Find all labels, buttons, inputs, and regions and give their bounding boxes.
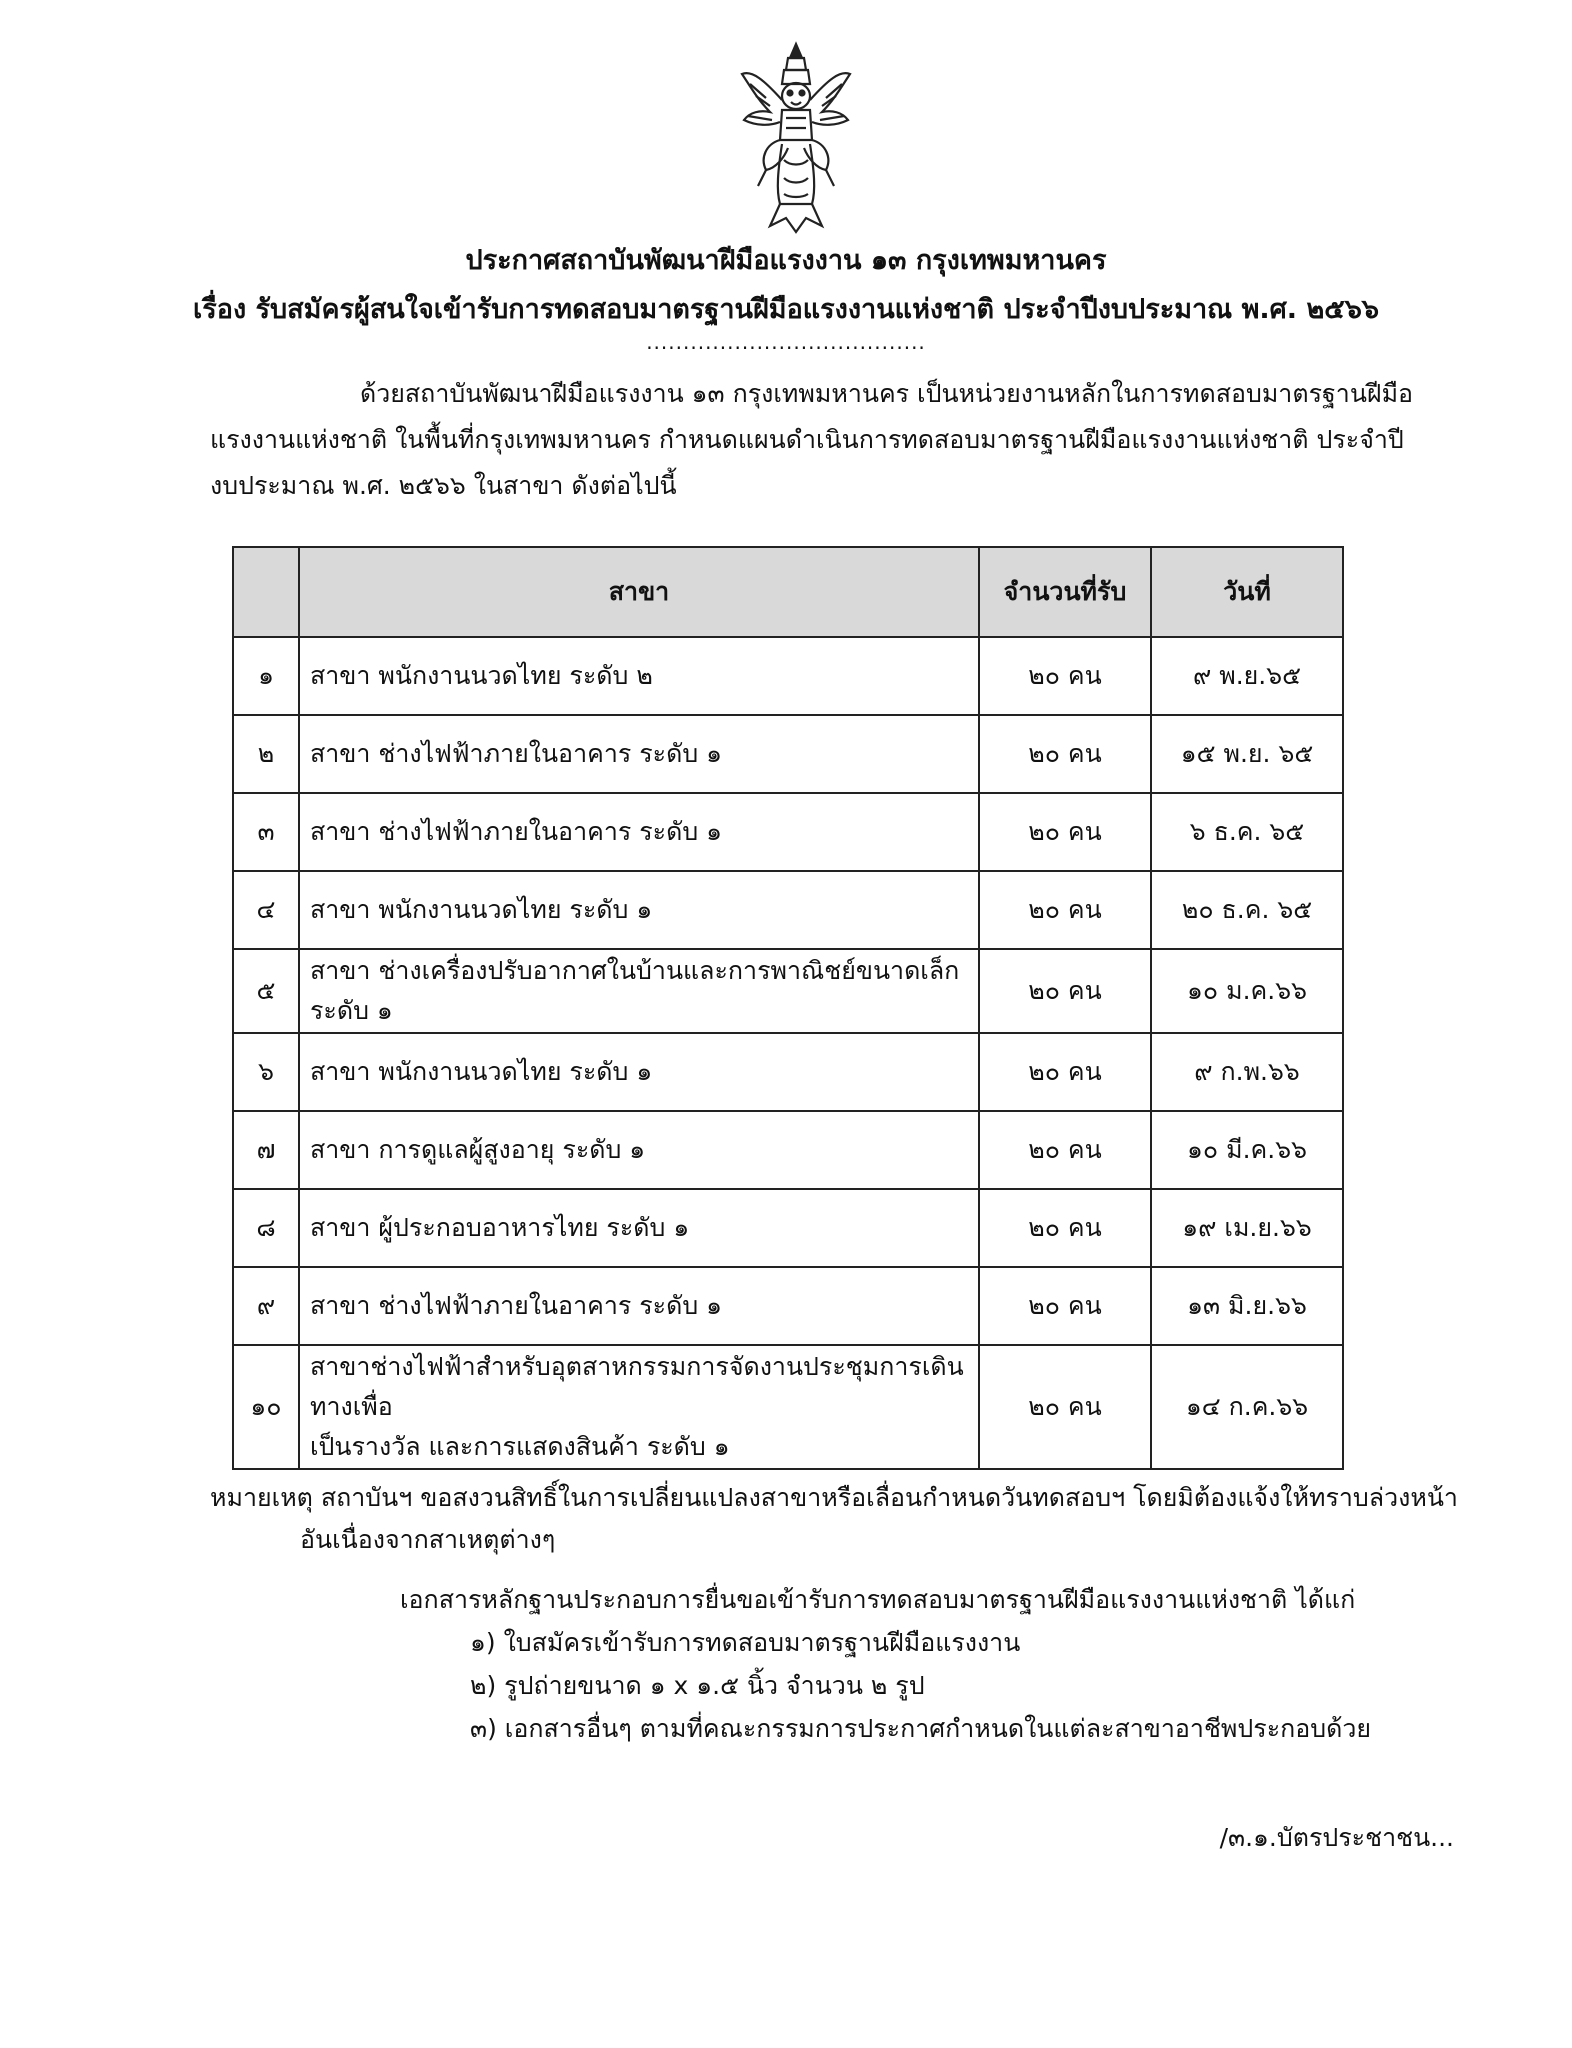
- row-branch: สาขา ผู้ประกอบอาหารไทย ระดับ ๑: [299, 1189, 979, 1267]
- row-branch-line-1: สาขาช่างไฟฟ้าสำหรับอุตสาหกรรมการจัดงานประชุมการเดินทางเพื่อ: [310, 1352, 964, 1421]
- row-branch: สาขา ช่างไฟฟ้าภายในอาคาร ระดับ ๑: [299, 1267, 979, 1345]
- row-date: ๑๐ มี.ค.๖๖: [1151, 1111, 1343, 1189]
- header-quota: จำนวนที่รับ: [979, 547, 1151, 637]
- page-continuation: /๓.๑.บัตรประชาชน...: [1219, 1823, 1454, 1852]
- table-row: [233, 871, 1343, 949]
- row-branch: [299, 1345, 979, 1469]
- row-date: ๑๕ พ.ย. ๖๕: [1151, 715, 1343, 793]
- row-number: ๙: [233, 1267, 299, 1345]
- row-quota: ๒๐ คน: [979, 637, 1151, 715]
- row-quota: ๒๐ คน: [979, 871, 1151, 949]
- row-branch: สาขา ช่างเครื่องปรับอากาศในบ้านและการพาณิชย์ขนาดเล็ก ระดับ ๑: [299, 949, 979, 1033]
- row-date: ๑๔ ก.ค.๖๖: [1151, 1345, 1343, 1469]
- intro-line-1: ด้วยสถาบันพัฒนาฝีมือแรงงาน ๑๓ กรุงเทพมหานคร เป็นหน่วยงานหลักในการทดสอบมาตรฐานฝีมือ: [360, 379, 1414, 408]
- remark-line-1: หมายเหตุ สถาบันฯ ขอสงวนสิทธิ์ในการเปลี่ยนแปลงสาขาหรือเลื่อนกำหนดวันทดสอบฯ โดยมิต้องแจ้งให้ทราบล่วงหน้า: [210, 1483, 1458, 1512]
- row-number: ๘: [233, 1189, 299, 1267]
- row-number: ๒: [233, 715, 299, 793]
- garuda-emblem-icon: [736, 40, 856, 240]
- document-item-2: ๒) รูปถ่ายขนาด ๑ x ๑.๕ นิ้ว จำนวน ๒ รูป: [470, 1671, 925, 1700]
- row-date: ๙ พ.ย.๖๕: [1151, 637, 1343, 715]
- row-date: ๙ ก.พ.๖๖: [1151, 1033, 1343, 1111]
- row-branch: สาขา การดูแลผู้สูงอายุ ระดับ ๑: [299, 1111, 979, 1189]
- row-branch: สาขา พนักงานนวดไทย ระดับ ๒: [299, 637, 979, 715]
- row-date: ๖ ธ.ค. ๖๕: [1151, 793, 1343, 871]
- row-quota: ๒๐ คน: [979, 1111, 1151, 1189]
- header-num: [233, 547, 299, 637]
- row-quota: ๒๐ คน: [979, 1033, 1151, 1111]
- schedule-table: [232, 546, 1344, 1470]
- row-number: ๖: [233, 1033, 299, 1111]
- row-branch: สาขา พนักงานนวดไทย ระดับ ๑: [299, 871, 979, 949]
- row-branch: สาขา พนักงานนวดไทย ระดับ ๑: [299, 1033, 979, 1111]
- row-quota: ๒๐ คน: [979, 793, 1151, 871]
- row-quota: ๒๐ คน: [979, 1189, 1151, 1267]
- row-number: ๔: [233, 871, 299, 949]
- announcement-title: ประกาศสถาบันพัฒนาฝีมือแรงงาน ๑๓ กรุงเทพมหานคร: [465, 245, 1107, 276]
- remark-line-2: อันเนื่องจากสาเหตุต่างๆ: [300, 1525, 556, 1554]
- row-number: ๑: [233, 637, 299, 715]
- row-date: ๑๙ เม.ย.๖๖: [1151, 1189, 1343, 1267]
- row-number: ๑๐: [233, 1345, 299, 1469]
- table-row: [233, 1033, 1343, 1111]
- row-number: ๓: [233, 793, 299, 871]
- table-row: [233, 1345, 1343, 1469]
- document-item-3: ๓) เอกสารอื่นๆ ตามที่คณะกรรมการประกาศกำหนดในแต่ละสาขาอาชีพประกอบด้วย: [470, 1714, 1372, 1743]
- title-separator: ......................................: [646, 330, 926, 354]
- documents-intro: เอกสารหลักฐานประกอบการยื่นขอเข้ารับการทดสอบมาตรฐานฝีมือแรงงานแห่งชาติ ได้แก่: [400, 1585, 1356, 1614]
- row-branch: สาขา ช่างไฟฟ้าภายในอาคาร ระดับ ๑: [299, 793, 979, 871]
- header-date: วันที่: [1151, 547, 1343, 637]
- table-row: [233, 1111, 1343, 1189]
- table-row: [233, 715, 1343, 793]
- header-branch: สาขา: [299, 547, 979, 637]
- document-item-1: ๑) ใบสมัครเข้ารับการทดสอบมาตรฐานฝีมือแรงงาน: [470, 1628, 1021, 1657]
- row-quota: ๒๐ คน: [979, 949, 1151, 1033]
- row-number: ๗: [233, 1111, 299, 1189]
- row-date: ๒๐ ธ.ค. ๖๕: [1151, 871, 1343, 949]
- row-quota: ๒๐ คน: [979, 715, 1151, 793]
- table-row: [233, 1267, 1343, 1345]
- row-quota: ๒๐ คน: [979, 1345, 1151, 1469]
- table-row: [233, 1189, 1343, 1267]
- table-row: [233, 949, 1343, 1033]
- row-branch-line-2: เป็นรางวัล และการแสดงสินค้า ระดับ ๑: [310, 1432, 730, 1461]
- row-date: ๑๓ มิ.ย.๖๖: [1151, 1267, 1343, 1345]
- intro-line-2: แรงงานแห่งชาติ ในพื้นที่กรุงเทพมหานคร กำหนดแผนดำเนินการทดสอบมาตรฐานฝีมือแรงงานแห่งชาติ ประจำปี: [210, 425, 1404, 454]
- table-row: [233, 637, 1343, 715]
- table-header-row: [233, 547, 1343, 637]
- table-row: [233, 793, 1343, 871]
- row-branch: สาขา ช่างไฟฟ้าภายในอาคาร ระดับ ๑: [299, 715, 979, 793]
- intro-line-3: งบประมาณ พ.ศ. ๒๕๖๖ ในสาขา ดังต่อไปนี้: [210, 471, 677, 500]
- row-quota: ๒๐ คน: [979, 1267, 1151, 1345]
- announcement-subject: เรื่อง รับสมัครผู้สนใจเข้ารับการทดสอบมาตรฐานฝีมือแรงงานแห่งชาติ ประจำปีงบประมาณ พ.ศ. ๒๕๖๖: [193, 294, 1379, 325]
- row-number: ๕: [233, 949, 299, 1033]
- row-date: ๑๐ ม.ค.๖๖: [1151, 949, 1343, 1033]
